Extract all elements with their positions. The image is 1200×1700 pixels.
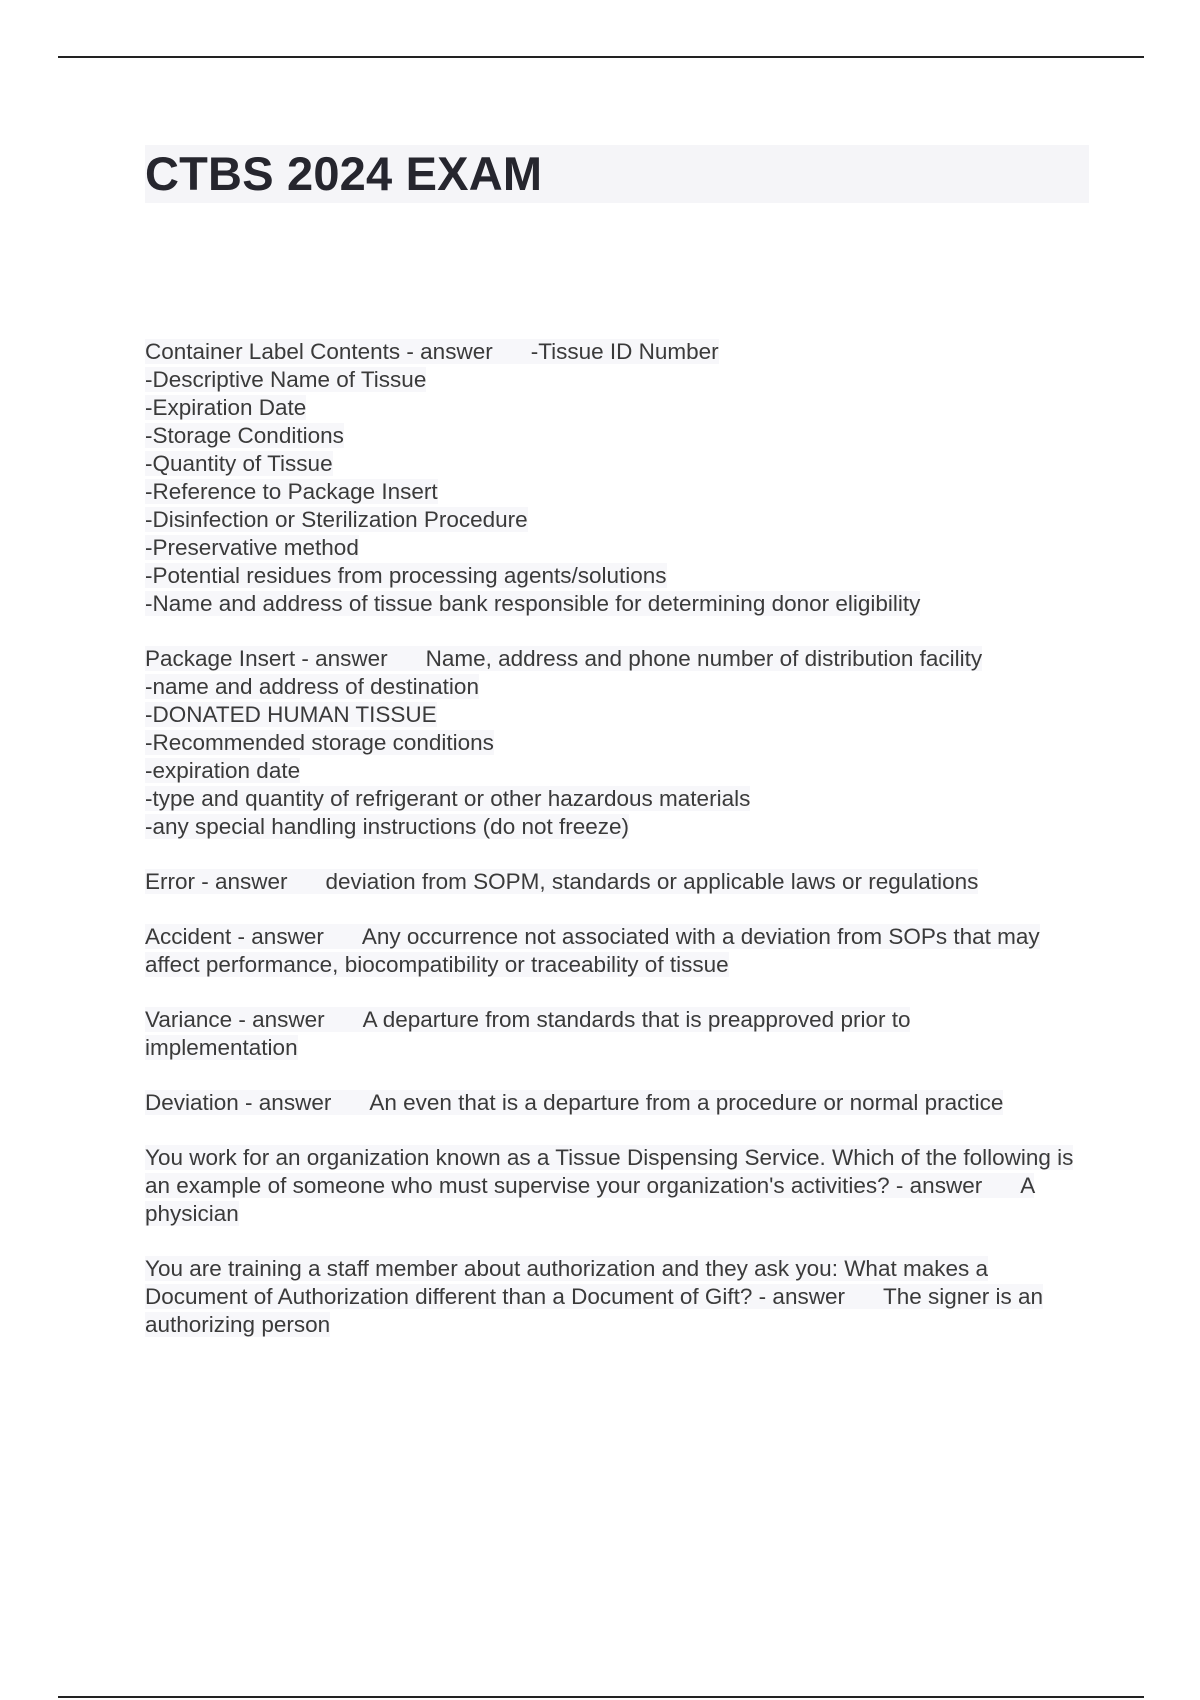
answer-text: Any occurrence not associated with a deviation from SOPs that may affect performance, biocompatibility or traceability of tissue <box>145 924 1040 977</box>
qa-entry-tissue-dispensing-service <box>145 1144 1095 1228</box>
answer-line: -Disinfection or Sterilization Procedure <box>145 507 528 532</box>
question-text: Container Label Contents - answer <box>145 339 493 364</box>
answer-line: -Potential residues from processing agents/solutions <box>145 563 667 588</box>
question-text: Package Insert - answer <box>145 646 388 671</box>
answer-line: -name and address of destination <box>145 674 479 699</box>
answer-text: An even that is a departure from a procedure or normal practice <box>369 1090 1004 1115</box>
question-text: You are training a staff member about authorization and they ask you: What makes a Document of Authorization different than a Document of Gift? - answer <box>145 1256 988 1309</box>
answer-line: -Expiration Date <box>145 395 307 420</box>
qa-entry-variance <box>145 1006 975 1062</box>
top-rule <box>58 56 1144 58</box>
qa-first-line <box>145 338 1095 366</box>
answer-line: -Recommended storage conditions <box>145 730 494 755</box>
answer-text: A departure from standards that is preapproved prior to implementation <box>145 1007 911 1060</box>
document-body <box>145 338 1095 1366</box>
page-title: CTBS 2024 EXAM <box>145 147 543 200</box>
answer-text: A physician <box>145 1173 1034 1226</box>
question-text: Variance - answer <box>145 1007 325 1032</box>
answer-text: deviation from SOPM, standards or applicable laws or regulations <box>325 869 979 894</box>
question-text: You work for an organization known as a Tissue Dispensing Service. Which of the following is an example of someone who must supervise your organization's activities? - answer <box>145 1145 1074 1198</box>
answer-line: -Descriptive Name of Tissue <box>145 367 427 392</box>
answer-line: -Name and address of tissue bank responsible for determining donor eligibility <box>145 591 921 616</box>
question-text: Deviation - answer <box>145 1090 332 1115</box>
answer-line: -any special handling instructions (do not freeze) <box>145 814 630 839</box>
answer-line: -expiration date <box>145 758 301 783</box>
qa-entry-document-of-authorization <box>145 1255 1095 1339</box>
qa-entry-container-label <box>145 338 1095 618</box>
answer-text: The signer is an authorizing person <box>145 1284 1044 1337</box>
bottom-rule <box>58 1696 1144 1698</box>
qa-entry-deviation <box>145 1089 1095 1117</box>
question-text: Error - answer <box>145 869 288 894</box>
qa-entry-error <box>145 868 1095 896</box>
question-text: Accident - answer <box>145 924 324 949</box>
answer-line: -Storage Conditions <box>145 423 344 448</box>
qa-first-line <box>145 645 1095 673</box>
answer-line: -Reference to Package Insert <box>145 479 438 504</box>
answer-line: -DONATED HUMAN TISSUE <box>145 702 437 727</box>
answer-text: -Tissue ID Number <box>530 339 719 364</box>
answer-text: Name, address and phone number of distribution facility <box>425 646 983 671</box>
answer-line: -type and quantity of refrigerant or other hazardous materials <box>145 786 751 811</box>
answer-line: -Preservative method <box>145 535 359 560</box>
answer-line: -Quantity of Tissue <box>145 451 333 476</box>
qa-entry-package-insert <box>145 645 1095 841</box>
qa-entry-accident <box>145 923 1095 979</box>
